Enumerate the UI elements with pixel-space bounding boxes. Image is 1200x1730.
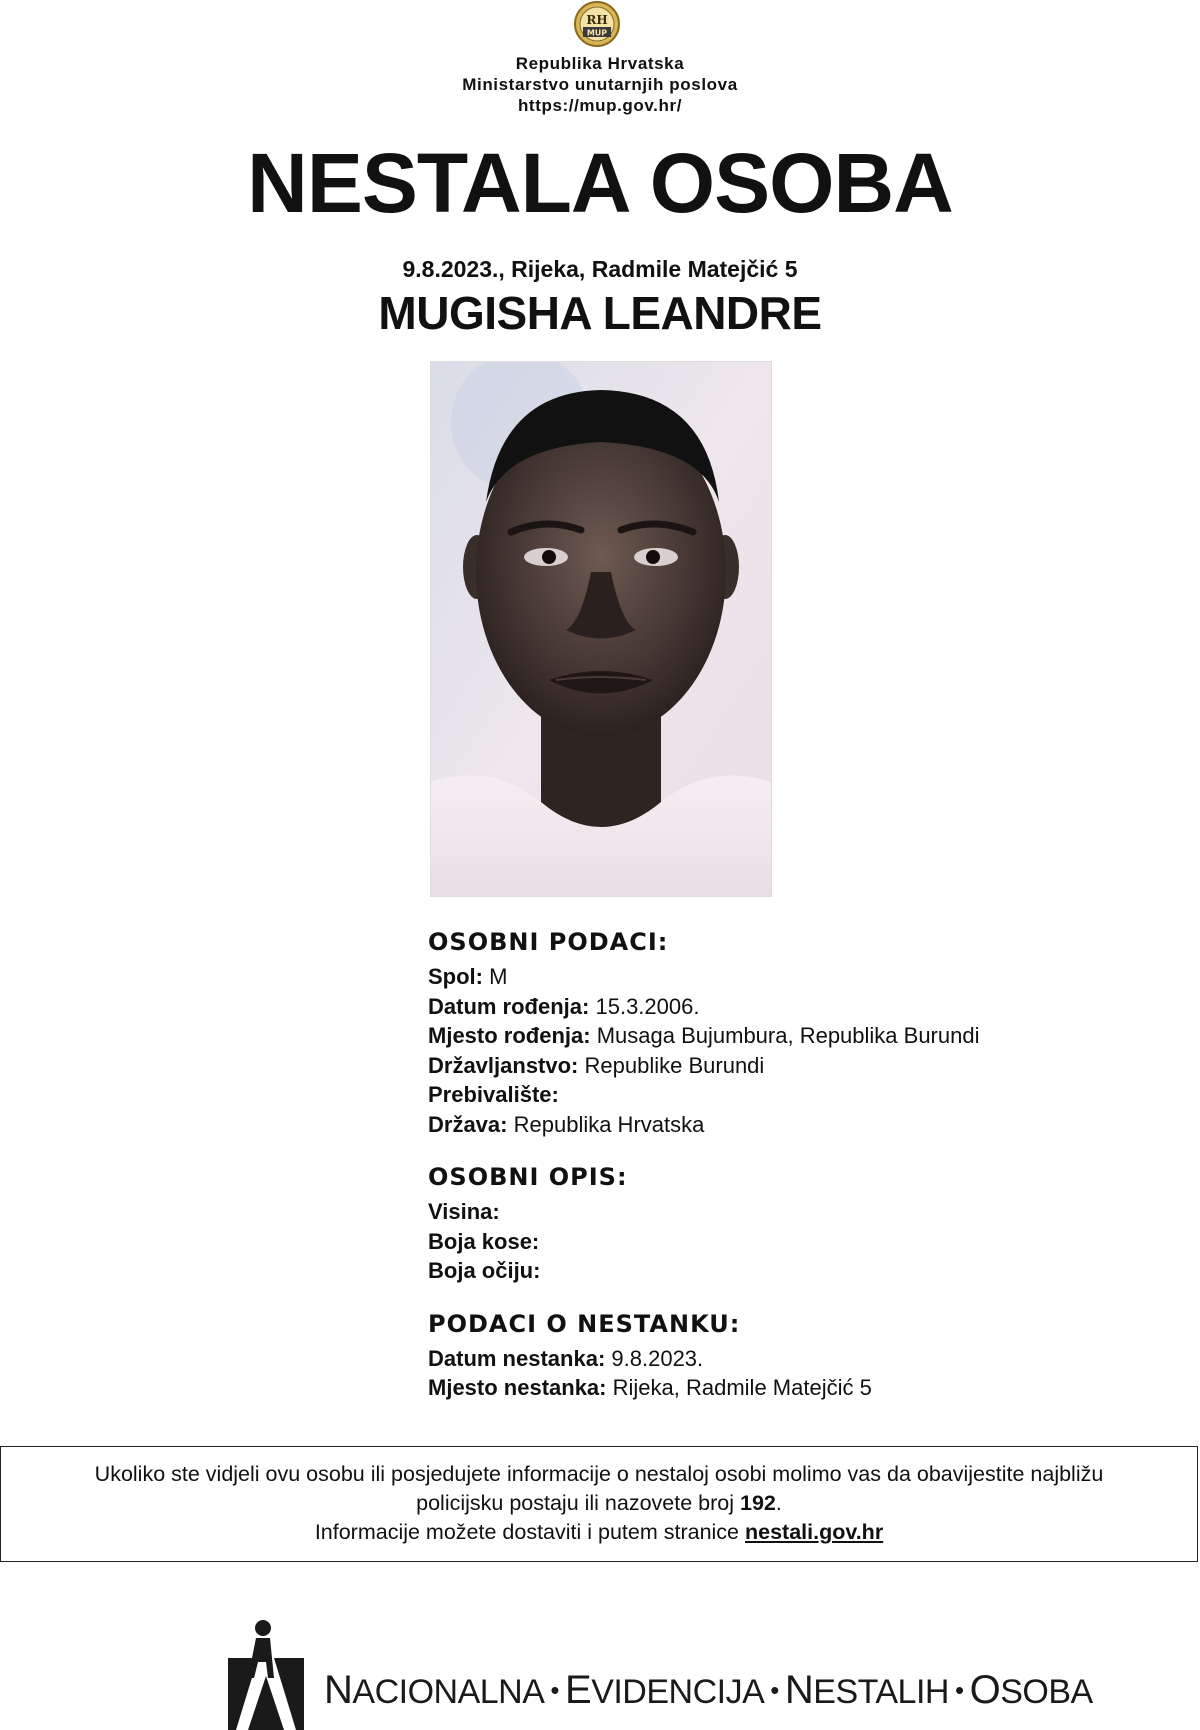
missing-person-photo: [430, 361, 772, 897]
info-row-birth-place: Mjesto rođenja: Musaga Bujumbura, Republika Burundi: [428, 1023, 980, 1048]
country-name: Republika Hrvatska: [515, 54, 685, 73]
info-row-eye-color: Boja očiju:: [428, 1258, 541, 1283]
ministry-name: Ministarstvo unutarnjih poslova: [462, 75, 738, 94]
info-row-disappearance-place: Mjesto nestanka: Rijeka, Radmile Matejčić 5: [428, 1375, 872, 1400]
info-row-disappearance-date: Datum nestanka: 9.8.2023.: [428, 1345, 704, 1371]
svg-text:RH: RH: [586, 13, 608, 27]
info-row-country: Država: Republika Hrvatska: [428, 1111, 705, 1137]
info-row-birth-date: Datum rođenja: 15.3.2006.: [428, 993, 700, 1019]
nestali-website-link[interactable]: nestali.gov.hr: [745, 1520, 884, 1544]
svg-text:MUP: MUP: [586, 28, 608, 38]
contact-notice-box: [0, 1446, 1198, 1562]
disappearance-data-title: PODACI O NESTANKU:: [428, 1309, 741, 1338]
details-panel: [428, 926, 1128, 1403]
date-location-line: 9.8.2023., Rijeka, Radmile Matejčić 5: [402, 256, 798, 282]
info-row-hair-color: Boja kose:: [428, 1228, 540, 1254]
mup-seal-logo: [570, 0, 624, 50]
info-row-sex: Spol: M: [428, 964, 508, 989]
walking-person-logo: [228, 1618, 304, 1730]
personal-description-title: OSOBNI OPIS:: [428, 1163, 628, 1191]
info-row-residence: Prebivalište:: [428, 1082, 559, 1107]
ministry-website[interactable]: https://mup.gov.hr/: [517, 96, 683, 115]
police-phone-number[interactable]: 192: [740, 1491, 776, 1515]
personal-data-title: OSOBNI PODACI:: [428, 928, 669, 956]
notice-line-2: policijsku postaju ili nazovete broj 192.: [416, 1491, 782, 1515]
footer-national-registry-text: NACIONALNA • EVIDENCIJA • NESTALIH • OSOBA: [324, 1668, 1093, 1712]
notice-line-1: Ukoliko ste vidjeli ovu osobu ili posjedujete informacije o nestaloj osobi molimo vas da obavijestite najbližu: [94, 1462, 1104, 1486]
notice-line-3: Informacije možete dostaviti i putem stranice nestali.gov.hr: [314, 1520, 884, 1544]
info-row-height: Visina:: [428, 1199, 500, 1224]
missing-person-name: MUGISHA LEANDRE: [378, 287, 822, 339]
poster-title: NESTALA OSOBA: [247, 136, 953, 230]
info-row-citizenship: Državljanstvo: Republike Burundi: [428, 1052, 765, 1078]
